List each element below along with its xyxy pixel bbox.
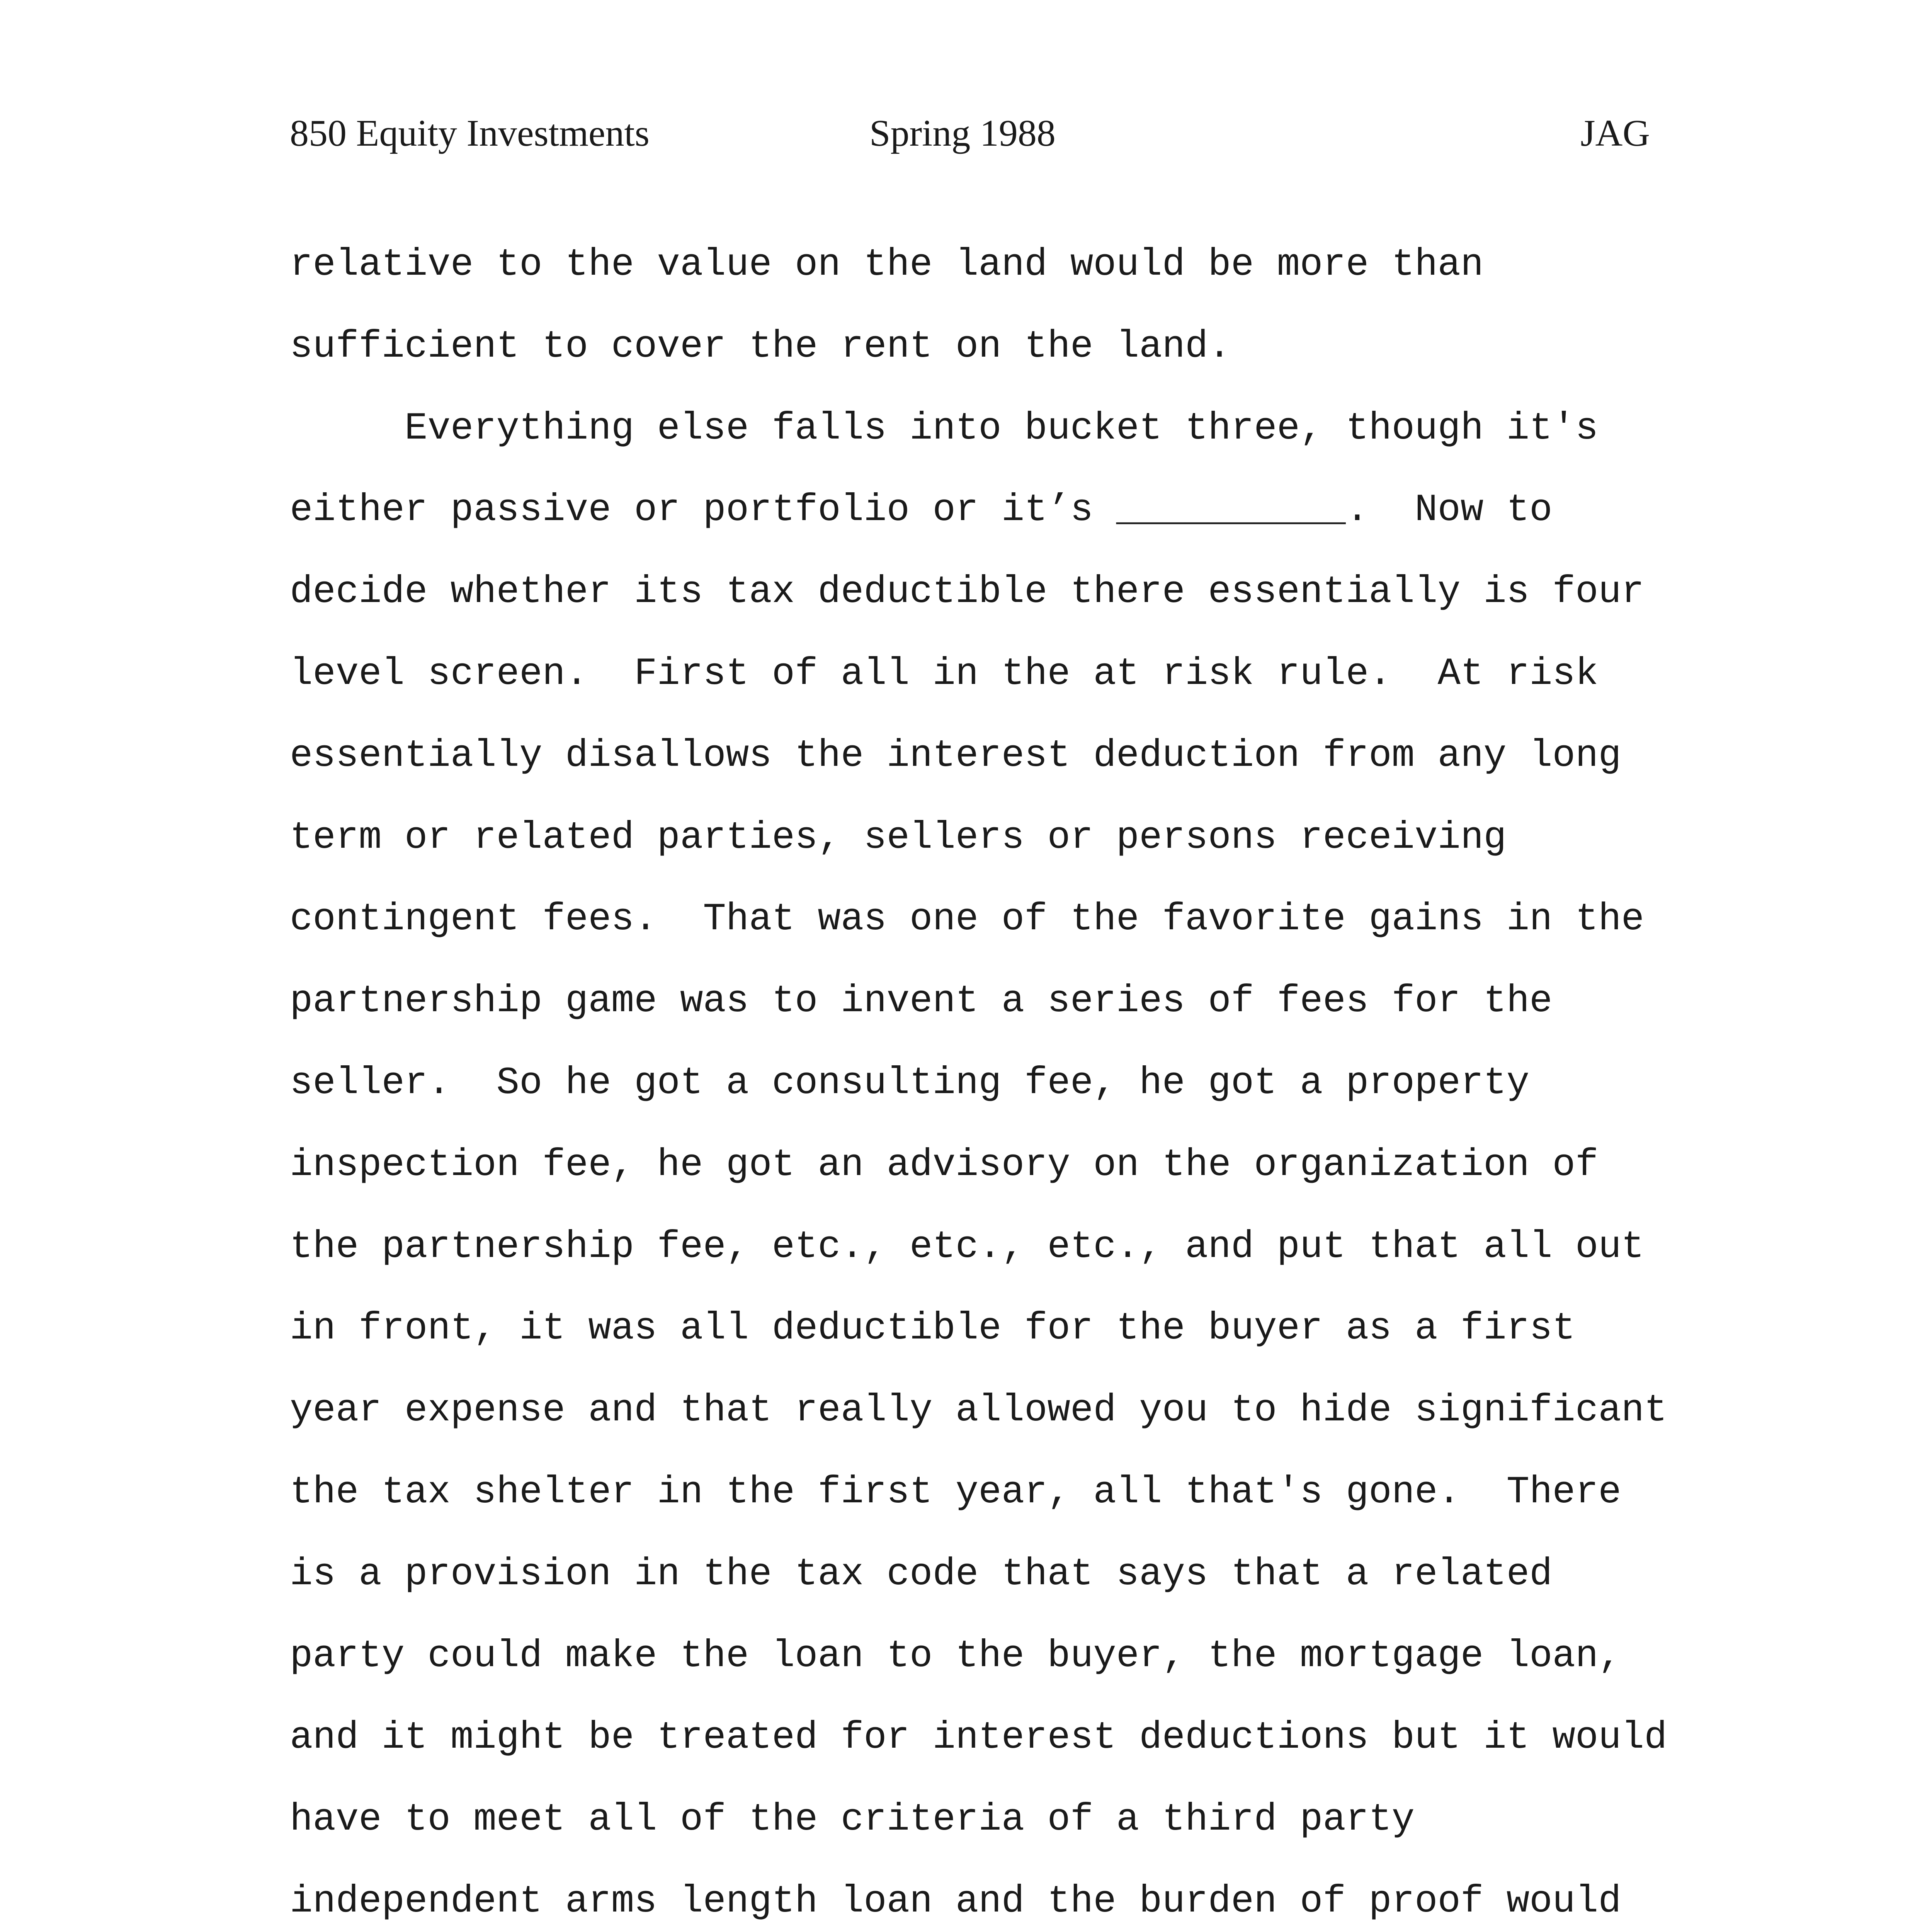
text-line: partnership game was to invent a series of fees for the bbox=[290, 980, 1553, 1023]
text-line: Everything else falls into bucket three, though it's bbox=[290, 406, 1599, 450]
header-course: 850 Equity Investments bbox=[290, 112, 650, 154]
text-line: inspection fee, he got an advisory on the organization of bbox=[290, 1143, 1599, 1187]
text-line: level screen. First of all in the at risk rule. At risk bbox=[290, 652, 1599, 696]
text-line: relative to the value on the land would be more than bbox=[290, 243, 1484, 286]
text-line: independent arms length loan and the burden of proof would bbox=[290, 1879, 1621, 1923]
text-line: have to meet all of the criteria of a third party bbox=[290, 1798, 1415, 1842]
text-line: essentially disallows the interest deduction from any long bbox=[290, 734, 1621, 777]
text-line: decide whether its tax deductible there essentially is four bbox=[290, 570, 1645, 614]
text-line: term or related parties, sellers or persons receiving bbox=[290, 816, 1507, 859]
text-line: in front, it was all deductible for the buyer as a first bbox=[290, 1307, 1575, 1350]
page-header bbox=[290, 110, 1650, 156]
text-line: sufficient to cover the rent on the land. bbox=[290, 325, 1231, 368]
text-line: seller. So he got a consulting fee, he got a property bbox=[290, 1061, 1530, 1105]
text-line: the partnership fee, etc., etc., etc., and put that all out bbox=[290, 1225, 1645, 1269]
text-line: year expense and that really allowed you to hide significant bbox=[290, 1389, 1667, 1432]
body-text bbox=[290, 224, 1719, 1932]
text-line: and it might be treated for interest deductions but it would bbox=[290, 1716, 1667, 1760]
text-line: the tax shelter in the first year, all that's gone. There bbox=[290, 1470, 1621, 1514]
text-line: party could make the loan to the buyer, the mortgage loan, bbox=[290, 1634, 1621, 1678]
header-term: Spring 1988 bbox=[869, 112, 1056, 154]
header-initials: JAG bbox=[1580, 112, 1650, 154]
text-line: either passive or portfolio or it’s __________. Now to bbox=[290, 488, 1553, 532]
text-line: is a provision in the tax code that says that a related bbox=[290, 1552, 1553, 1596]
text-line: contingent fees. That was one of the favorite gains in the bbox=[290, 898, 1645, 941]
